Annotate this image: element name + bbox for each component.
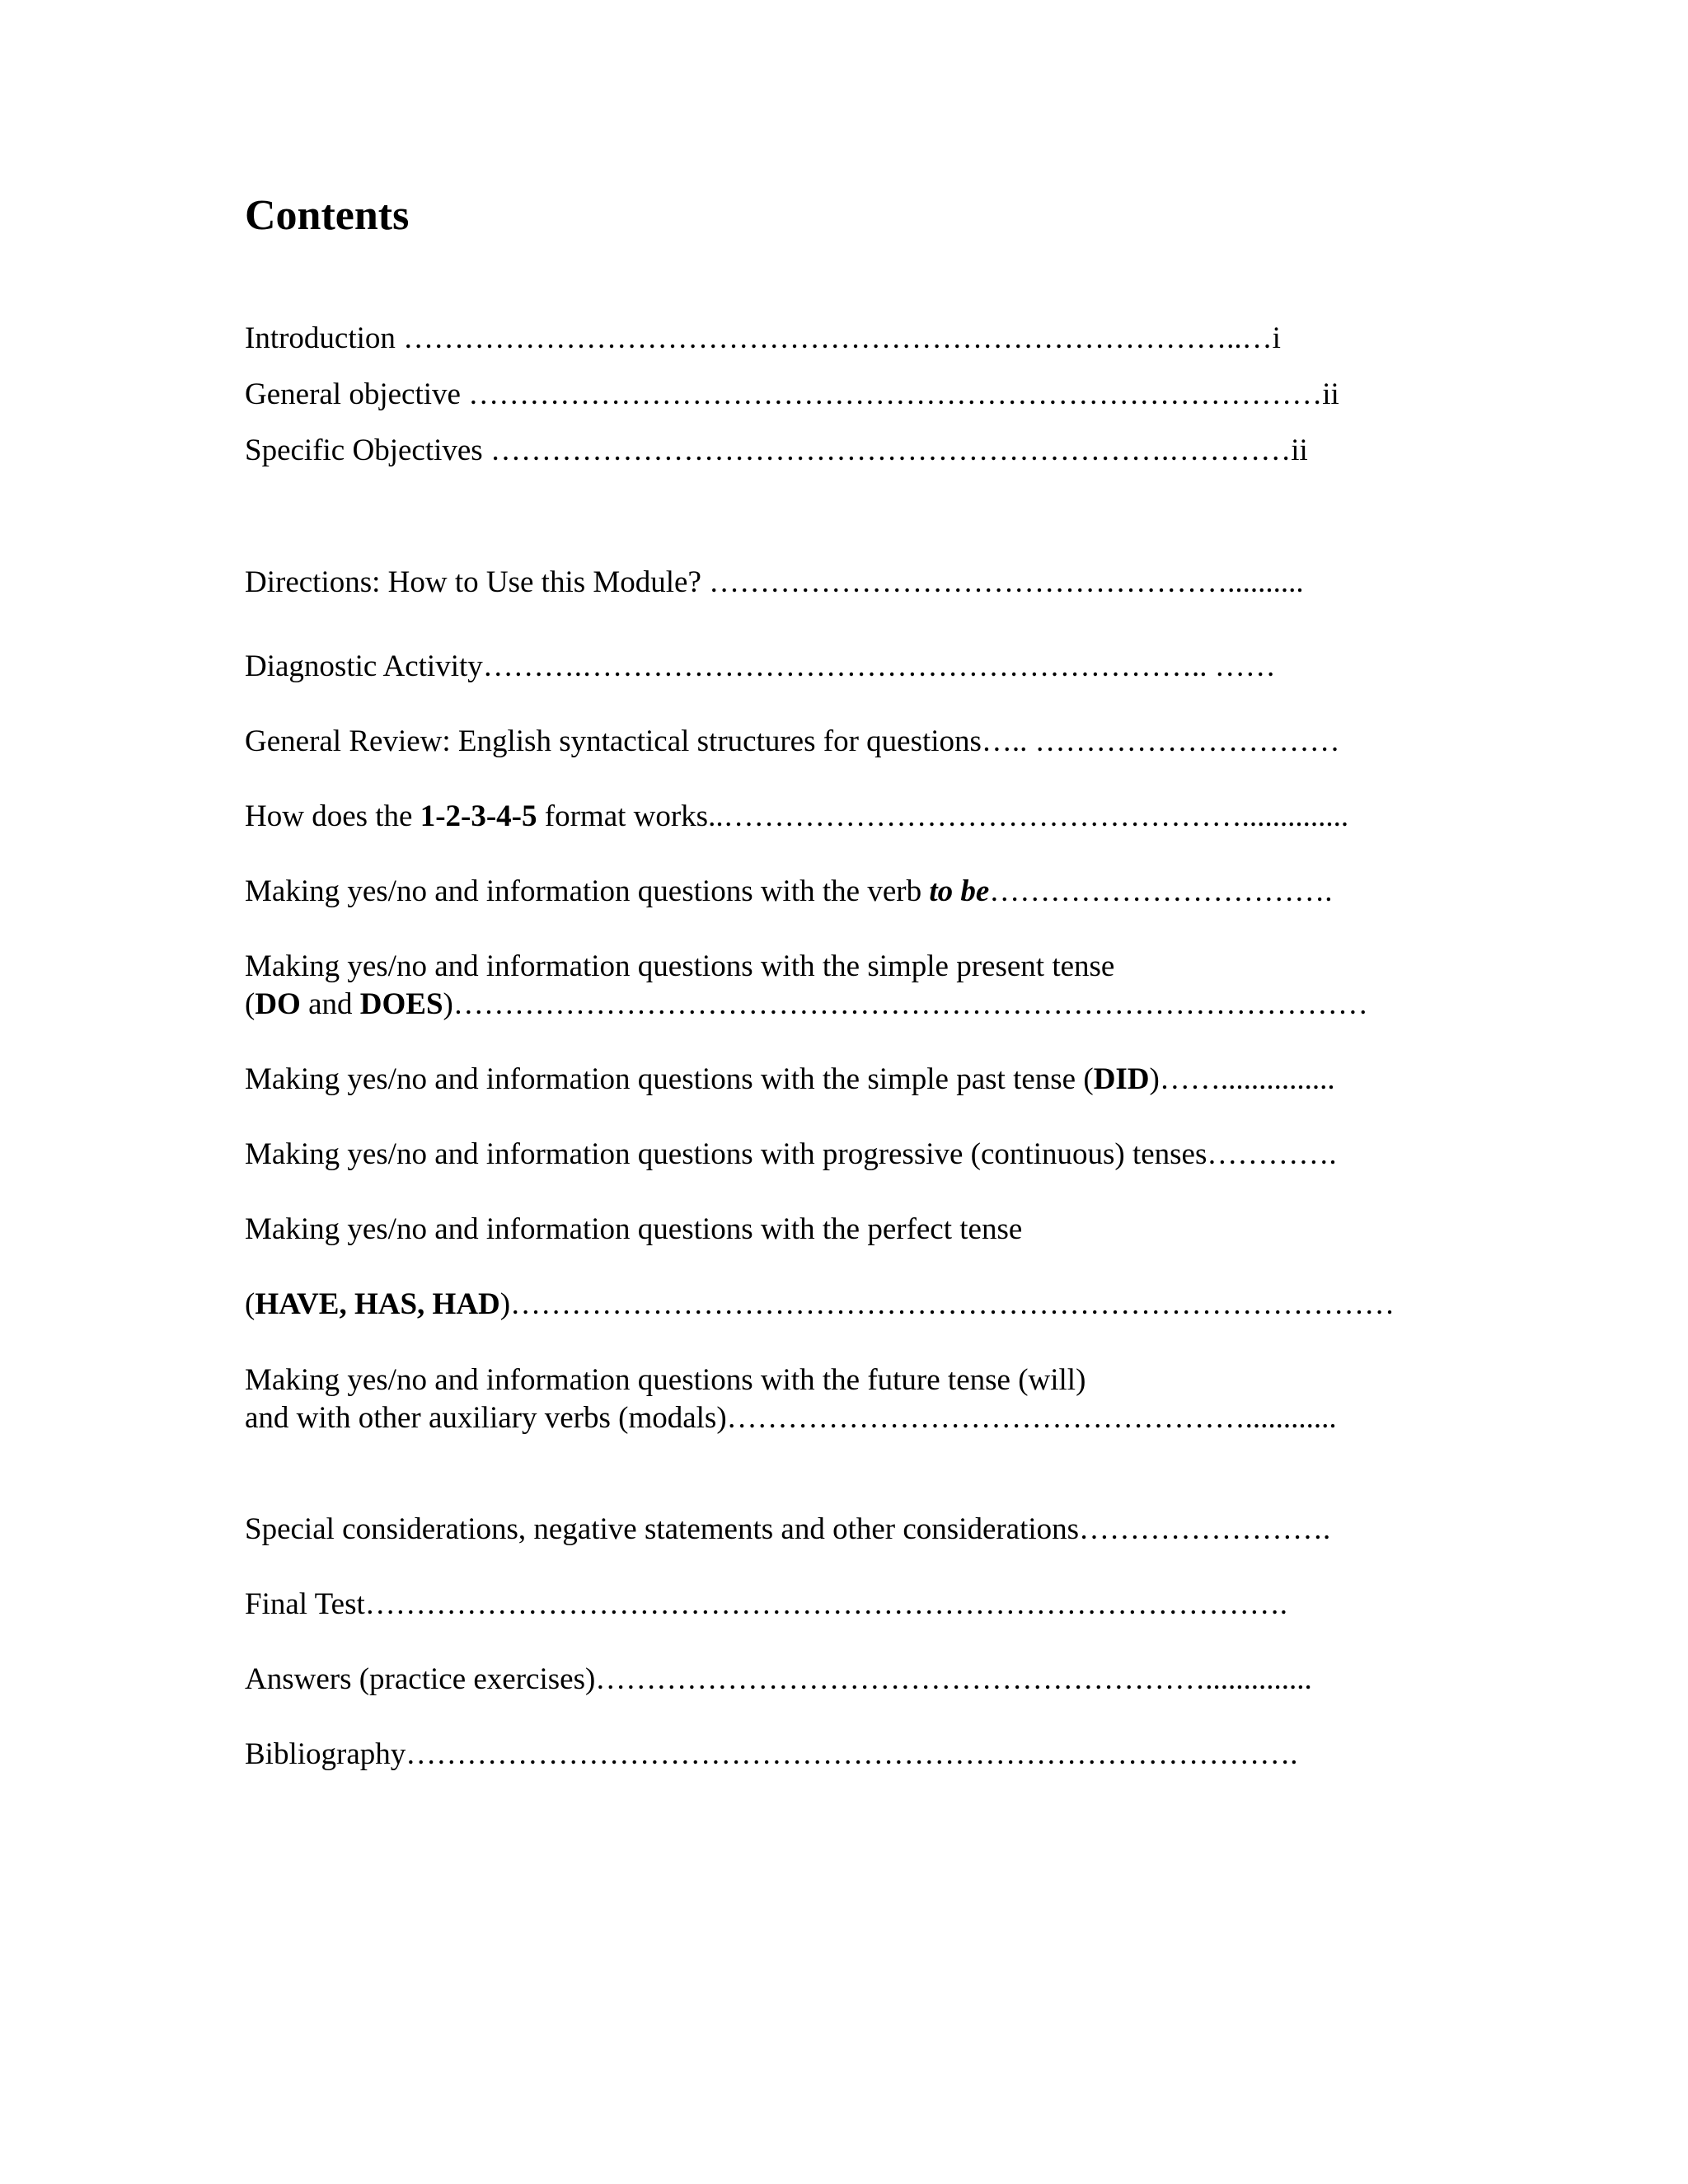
toc-entry-text: )…………………………………………………………………………… bbox=[499, 1287, 1395, 1321]
toc-entry-text-pre: Making yes/no and information questions with the simple past tense ( bbox=[245, 1062, 1094, 1096]
toc-entry-progressive bbox=[245, 1136, 1337, 1174]
toc-entry-bold: DO bbox=[255, 987, 301, 1021]
toc-entry-text: Special considerations, negative statements and other considerations……………………. bbox=[245, 1512, 1331, 1546]
toc-entry-text: Final Test………………………………………………………………………………. bbox=[245, 1587, 1288, 1621]
toc-entry-text: ( bbox=[245, 1287, 256, 1321]
toc-entry-bold-italic: to be bbox=[929, 874, 990, 908]
toc-entry-bold: 1-2-3-4-5 bbox=[420, 799, 537, 833]
toc-entry-text: General Review: English syntactical structures for questions….. ………………………… bbox=[245, 724, 1340, 758]
toc-entry-introduction bbox=[245, 320, 1281, 358]
toc-entry-text-post: )……............... bbox=[1149, 1062, 1335, 1096]
toc-entry-text-post: ……………………………. bbox=[989, 874, 1333, 908]
toc-entry-special-considerations bbox=[245, 1511, 1330, 1549]
toc-entry-text: and bbox=[300, 987, 360, 1021]
toc-entry-text: Specific Objectives ………………………………………………………….…………ii bbox=[245, 434, 1308, 467]
toc-entry-text: Introduction ………………………………………………………………………..…i bbox=[245, 321, 1281, 355]
toc-entry-text: Directions: How to Use this Module? …………………………………………….......... bbox=[245, 565, 1304, 599]
toc-entry-line2: and with other auxiliary verbs (modals)……………………………………………............ bbox=[245, 1401, 1337, 1435]
toc-entry-text: Making yes/no and information questions with the perfect tense bbox=[245, 1212, 1023, 1246]
toc-entry-text: General objective …………………………………………………………………………ii bbox=[245, 377, 1339, 411]
toc-entry-line1: Making yes/no and information questions with the simple present tense bbox=[245, 949, 1115, 983]
toc-entry-simple-present bbox=[245, 948, 1368, 1024]
toc-entry-specific-objectives bbox=[245, 432, 1308, 470]
toc-entry-general-objective bbox=[245, 376, 1339, 414]
toc-entry-perfect-line2 bbox=[245, 1286, 1395, 1324]
toc-entry-bibliography bbox=[245, 1736, 1298, 1774]
toc-entry-text: Making yes/no and information questions with progressive (continuous) tenses…………. bbox=[245, 1137, 1337, 1171]
toc-entry-text-pre: Making yes/no and information questions with the verb bbox=[245, 874, 930, 908]
page-title: Contents bbox=[245, 192, 410, 239]
toc-entry-text: Answers (practice exercises)…………………………………………………….............. bbox=[245, 1662, 1312, 1696]
toc-entry-bold: DOES bbox=[359, 987, 443, 1021]
toc-entry-perfect-line1 bbox=[245, 1211, 1022, 1249]
toc-entry-simple-past bbox=[245, 1061, 1335, 1099]
toc-entry-line1: Making yes/no and information questions with the future tense (will) bbox=[245, 1363, 1086, 1397]
toc-entry-future bbox=[245, 1361, 1337, 1437]
toc-entry-format bbox=[245, 798, 1348, 836]
toc-entry-final-test bbox=[245, 1586, 1287, 1624]
toc-entry-text: Diagnostic Activity……….…………………………………………………….. …… bbox=[245, 649, 1276, 683]
toc-entry-bold: HAVE, HAS, HAD bbox=[255, 1287, 500, 1321]
toc-entry-general-review bbox=[245, 723, 1340, 761]
toc-entry-text: ( bbox=[245, 987, 256, 1021]
toc-entry-bold: DID bbox=[1093, 1062, 1150, 1096]
toc-entry-directions bbox=[245, 564, 1304, 602]
toc-entry-text-post: format works..…………………………………………….............. bbox=[537, 799, 1349, 833]
toc-entry-verb-to-be bbox=[245, 873, 1333, 911]
toc-entry-text: Bibliography……………………………………………………………………………. bbox=[245, 1737, 1298, 1771]
toc-entry-text: )……………………………………………………………………………… bbox=[443, 987, 1368, 1021]
toc-entry-diagnostic-activity bbox=[245, 648, 1276, 686]
toc-entry-answers bbox=[245, 1661, 1312, 1699]
toc-entry-text-pre: How does the bbox=[245, 799, 420, 833]
toc-entry-line2 bbox=[245, 986, 1368, 1024]
